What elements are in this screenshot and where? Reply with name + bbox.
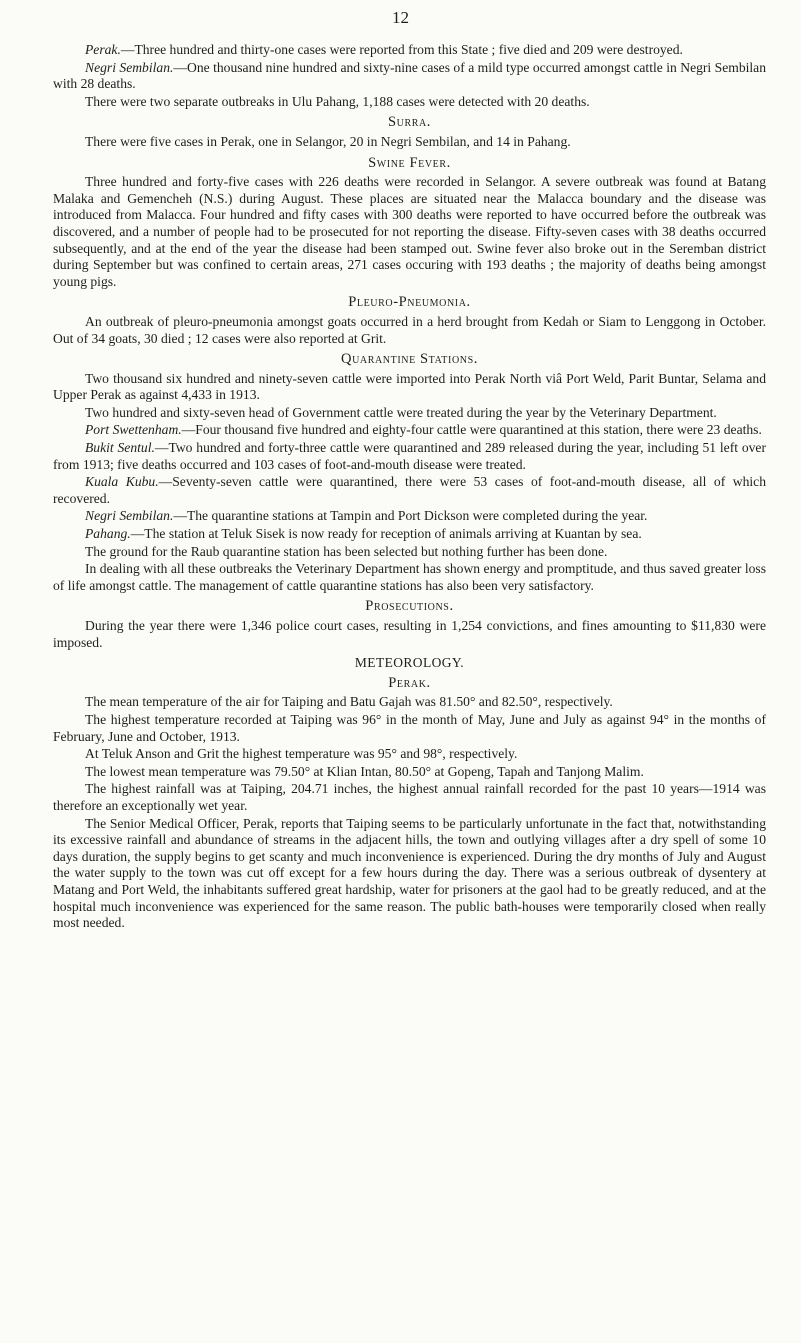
- paragraph-text: In dealing with all these outbreaks the Veterinary Department has shown energy and promptitude, and thus saved greater loss of life amongst cattle. The management of cattle quarantine stations has also been very satisfactory.: [53, 561, 766, 593]
- paragraph: [53, 314, 766, 347]
- paragraph-text: The highest temperature recorded at Taiping was 96° in the month of May, June and July as against 94° in the months of February, June and October, 1913.: [53, 711, 766, 744]
- run-in-heading: Pahang.: [85, 526, 131, 542]
- section-heading: Swine Fever.: [368, 154, 451, 171]
- section-heading: Prosecutions.: [365, 598, 454, 615]
- paragraph: [53, 405, 766, 422]
- section-heading: Quarantine Stations.: [341, 351, 478, 368]
- paragraph: [53, 526, 766, 543]
- paragraph: [53, 781, 766, 814]
- paragraph-text: Two hundred and sixty-seven head of Government cattle were treated during the year by the Veterinary Department.: [85, 404, 717, 420]
- section-pleuro-pneumonia: [53, 294, 766, 347]
- run-in-heading: Negri Sembilan.: [85, 59, 174, 75]
- paragraph-text: An outbreak of pleuro-pneumonia amongst goats occurred in a herd brought from Kedah or Siam to Lenggong in October. Out of 34 goats, 30 died ; 12 cases were also reported at Grit.: [53, 313, 766, 346]
- paragraph: [53, 694, 766, 711]
- run-in-heading: Negri Sembilan.: [85, 508, 174, 524]
- paragraph-text: There were five cases in Perak, one in Selangor, 20 in Negri Sembilan, and 14 in Pahang.: [85, 133, 571, 149]
- paragraph: [53, 174, 766, 290]
- section-rinderpest: [53, 42, 766, 110]
- paragraph-text: —Four thousand five hundred and eighty-four cattle were quarantined at this station, there were 23 deaths.: [181, 422, 762, 438]
- run-in-heading: Kuala Kubu.: [85, 474, 159, 490]
- section-heading: Surra.: [387, 114, 432, 131]
- section-meteorology: [53, 655, 766, 932]
- paragraph: [53, 440, 766, 473]
- paragraph: [53, 508, 766, 525]
- page-number: 12: [392, 8, 409, 27]
- paragraph: [53, 42, 766, 59]
- paragraph-text: The mean temperature of the air for Taiping and Batu Gajah was 81.50° and 82.50°, respectively.: [85, 694, 613, 710]
- paragraph: [53, 816, 766, 932]
- paragraph-text: —Seventy-seven cattle were quarantined, there were 53 cases of foot-and-mouth disease, all of which recovered.: [53, 474, 766, 506]
- paragraph-text: During the year there were 1,346 police court cases, resulting in 1,254 convictions, and fines amounting to $11,830 were imposed.: [53, 618, 766, 650]
- section-heading: METEOROLOGY.: [354, 655, 465, 671]
- paragraph: [53, 561, 766, 594]
- section-surra: [53, 114, 766, 150]
- paragraph: [53, 474, 766, 507]
- paragraph-text: —The station at Teluk Sisek is now ready for reception of animals arriving at Kuantan by sea.: [130, 526, 642, 542]
- paragraph: [53, 544, 766, 561]
- section-swine-fever: [53, 155, 766, 291]
- paragraph-text: The highest rainfall was at Taiping, 204.71 inches, the highest annual rainfall recorded for the past 10 years—1914 was therefore an exceptionally wet year.: [53, 781, 766, 813]
- paragraph: [53, 371, 766, 404]
- paragraph: [53, 94, 766, 111]
- section-subheading: Perak.: [388, 674, 431, 691]
- section-quarantine-stations: [53, 351, 766, 594]
- paragraph: [53, 134, 766, 151]
- paragraph: [53, 712, 766, 745]
- paragraph-text: At Teluk Anson and Grit the highest temperature was 95° and 98°, respectively.: [85, 746, 518, 762]
- paragraph-text: The Senior Medical Officer, Perak, reports that Taiping seems to be particularly unfortunate in the fact that, notwithstanding its excessive rainfall and abundance of streams in the adjacent hills, the town and outlying villages after a dry spell of some 10 days duration, the supply begins to get scanty and much inconvenience is experienced. During the dry months of July and August the water supply to the town was cut off except for a few hours during the day. There was a serious outbreak of dysentery at Matang and Port Weld, the inhabitants suffered great hardship, water for prisoners at the gaol had to be greatly reduced, and at the hospital much inconvenience was experienced for the same reason. The public bath-houses were temporarily closed when really most needed.: [53, 815, 766, 931]
- paragraph-text: There were two separate outbreaks in Ulu Pahang, 1,188 cases were detected with 20 deaths.: [85, 93, 590, 109]
- paragraph-text: The lowest mean temperature was 79.50° at Klian Intan, 80.50° at Gopeng, Tapah and Tanjong Malim.: [85, 763, 644, 779]
- paragraph-text: —Three hundred and thirty-one cases were reported from this State ; five died and 209 were destroyed.: [120, 42, 683, 57]
- run-in-heading: Port Swettenham.: [85, 422, 182, 438]
- paragraph: [53, 60, 766, 93]
- paragraph-text: Three hundred and forty-five cases with 226 deaths were recorded in Selangor. A severe outbreak was found at Batang Malaka and Gemencheh (N.S.) during August. These places are situated near the Malacca boundary and the disease was introduced from Malacca. Four hundred and fifty cases with 300 deaths were reported to have occurred before the outbreak was discovered, and a number of people had to be prosecuted for not reporting the disease. Fifty-seven cases with 38 deaths occurred subsequently, and at the end of the year the disease had been stamped out. Swine fever also broke out in the Seremban district during September but was confined to certain areas, 271 cases occuring with 193 deaths ; the majority of deaths being amongst young pigs.: [53, 174, 766, 289]
- paragraph: [53, 422, 766, 439]
- run-in-heading: Bukit Sentul.: [85, 440, 155, 456]
- paragraph: [53, 618, 766, 651]
- paragraph: [53, 764, 766, 781]
- paragraph-text: —Two hundred and forty-three cattle were quarantined and 289 released during the year, including 51 left over from 1913; five deaths occurred and 103 cases of foot-and-mouth disease were treated.: [53, 440, 766, 472]
- section-heading: Pleuro-Pneumonia.: [348, 294, 471, 311]
- section-prosecutions: [53, 598, 766, 651]
- paragraph-text: The ground for the Raub quarantine station has been selected but nothing further has been done.: [85, 543, 608, 559]
- paragraph-text: —One thousand nine hundred and sixty-nine cases of a mild type occurred amongst cattle in Negri Sembilan with 28 deaths.: [53, 59, 766, 92]
- paragraph: [53, 746, 766, 763]
- run-in-heading: Perak.: [85, 42, 121, 57]
- paragraph-text: Two thousand six hundred and ninety-seven cattle were imported into Perak North viâ Port Weld, Parit Buntar, Selama and Upper Perak as against 4,433 in 1913.: [53, 370, 766, 403]
- paragraph-text: —The quarantine stations at Tampin and Port Dickson were completed during the year.: [173, 508, 648, 524]
- page-body: [53, 42, 766, 933]
